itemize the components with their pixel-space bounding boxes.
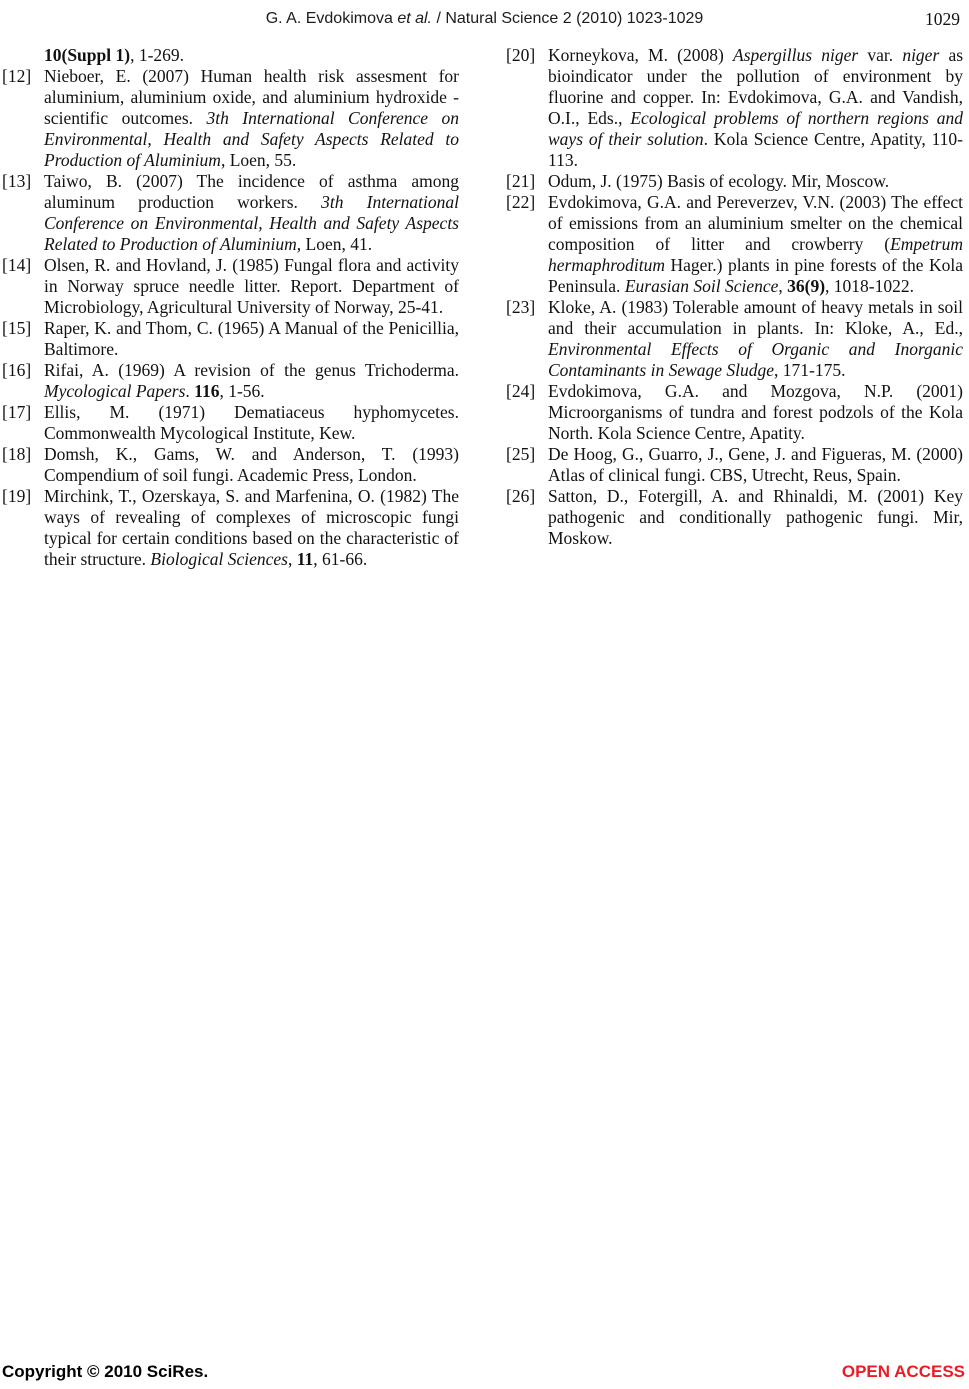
reference-item xyxy=(2,318,459,360)
reference-item xyxy=(506,171,963,192)
reference-text: Evdokimova, G.A. and Mozgova, N.P. (2001) Microorganisms of tundra and forest podzols of the Kola North. Kola Science Centre, Apatity. xyxy=(548,381,963,443)
reference-text: De Hoog, G., Guarro, J., Gene, J. and Figueras, M. (2000) Atlas of clinical fungi. CBS, Utrecht, Reus, Spain. xyxy=(548,444,963,485)
reference-text: Olsen, R. and Hovland, J. (1985) Fungal flora and activity in Norway spruce needle litter. Report. Department of Microbiology, Agricultural University of Norway, 25-41. xyxy=(44,255,459,317)
page-number: 1029 xyxy=(925,9,960,29)
reference-number: [21] xyxy=(506,171,536,191)
running-title-etal: et al. xyxy=(397,10,432,27)
reference-text: Mirchink, T., Ozerskaya, S. and Marfenina, O. (1982) The ways of revealing of complexes of microscopic fungi typical for certain conditions based on the characteristic of their structure. Biological Sciences, 11, 61-66. xyxy=(44,486,459,569)
running-header xyxy=(0,10,969,28)
reference-number: [20] xyxy=(506,45,536,65)
running-title-suffix: / Natural Science 2 (2010) 1023-1029 xyxy=(432,10,704,27)
references-column-left xyxy=(2,45,459,570)
reference-continuation xyxy=(2,45,459,66)
page-footer xyxy=(2,1362,965,1382)
reference-item xyxy=(506,486,963,549)
reference-number: [22] xyxy=(506,192,536,212)
reference-item xyxy=(506,444,963,486)
reference-item xyxy=(2,66,459,171)
copyright-text: Copyright © 2010 SciRes. xyxy=(2,1362,209,1381)
reference-item xyxy=(506,45,963,171)
reference-text: Domsh, K., Gams, W. and Anderson, T. (1993) Compendium of soil fungi. Academic Press, London. xyxy=(44,444,459,485)
reference-number: [24] xyxy=(506,381,536,401)
reference-item xyxy=(506,381,963,444)
reference-number: [12] xyxy=(2,66,32,86)
reference-item xyxy=(2,360,459,402)
reference-text: Rifai, A. (1969) A revision of the genus Trichoderma. Mycological Papers. 116, 1-56. xyxy=(44,360,459,401)
running-title-prefix: G. A. Evdokimova xyxy=(265,10,398,27)
reference-number: [26] xyxy=(506,486,536,506)
reference-number: [16] xyxy=(2,360,32,380)
reference-number: [13] xyxy=(2,171,32,191)
reference-item xyxy=(2,255,459,318)
open-access-label: OPEN ACCESS xyxy=(841,1362,965,1381)
reference-number: [18] xyxy=(2,444,32,464)
reference-text: Nieboer, E. (2007) Human health risk assesment for aluminium, aluminium oxide, and aluminium hydroxide - scientific outcomes. 3th International Conference on Environmental, Health and Safety Aspects Related to Production of Aluminium, Loen, 55. xyxy=(44,66,459,170)
reference-text: Korneykova, M. (2008) Aspergillus niger var. niger as bioindicator under the pollution of environment by fluorine and copper. In: Evdokimova, G.A. and Vandish, O.I., Eds., Ecological problems of northern regions and ways of their solution. Kola Science Centre, Apatity, 110-113. xyxy=(548,45,964,170)
reference-number: [23] xyxy=(506,297,536,317)
reference-text: 10(Suppl 1), 1-269. xyxy=(44,45,185,65)
reference-item xyxy=(2,402,459,444)
references-section xyxy=(2,45,963,570)
reference-number: [25] xyxy=(506,444,536,464)
reference-text: Satton, D., Fotergill, A. and Rhinaldi, M. (2001) Key pathogenic and conditionally pathogenic fungi. Mir, Moskow. xyxy=(548,486,963,548)
reference-item xyxy=(2,171,459,255)
reference-number: [17] xyxy=(2,402,32,422)
reference-number: [19] xyxy=(2,486,32,506)
reference-item xyxy=(506,297,963,381)
reference-item xyxy=(506,192,963,297)
reference-item xyxy=(2,444,459,486)
reference-item xyxy=(2,486,459,570)
reference-text: Raper, K. and Thom, C. (1965) A Manual of the Penicillia, Baltimore. xyxy=(44,318,459,359)
reference-number: [14] xyxy=(2,255,32,275)
references-column-right xyxy=(506,45,963,570)
reference-text: Evdokimova, G.A. and Pereverzev, V.N. (2003) The effect of emissions from an aluminium smelter on the chemical composition of litter and crowberry (Empetrum hermaphroditum Hager.) plants in pine forests of the Kola Peninsula. Eurasian Soil Science, 36(9), 1018-1022. xyxy=(548,192,963,296)
reference-number: [15] xyxy=(2,318,32,338)
reference-text: Odum, J. (1975) Basis of ecology. Mir, Moscow. xyxy=(548,171,890,191)
reference-text: Taiwo, B. (2007) The incidence of asthma among aluminum production workers. 3th International Conference on Environmental, Health and Safety Aspects Related to Production of Aluminium, Loen, 41. xyxy=(44,171,459,254)
reference-text: Ellis, M. (1971) Dematiaceus hyphomycetes. Commonwealth Mycological Institute, Kew. xyxy=(44,402,459,443)
reference-text: Kloke, A. (1983) Tolerable amount of heavy metals in soil and their accumulation in plants. In: Kloke, A., Ed., Environmental Effects of Organic and Inorganic Contaminants in Sewage Sludge, 171-175. xyxy=(548,297,963,380)
